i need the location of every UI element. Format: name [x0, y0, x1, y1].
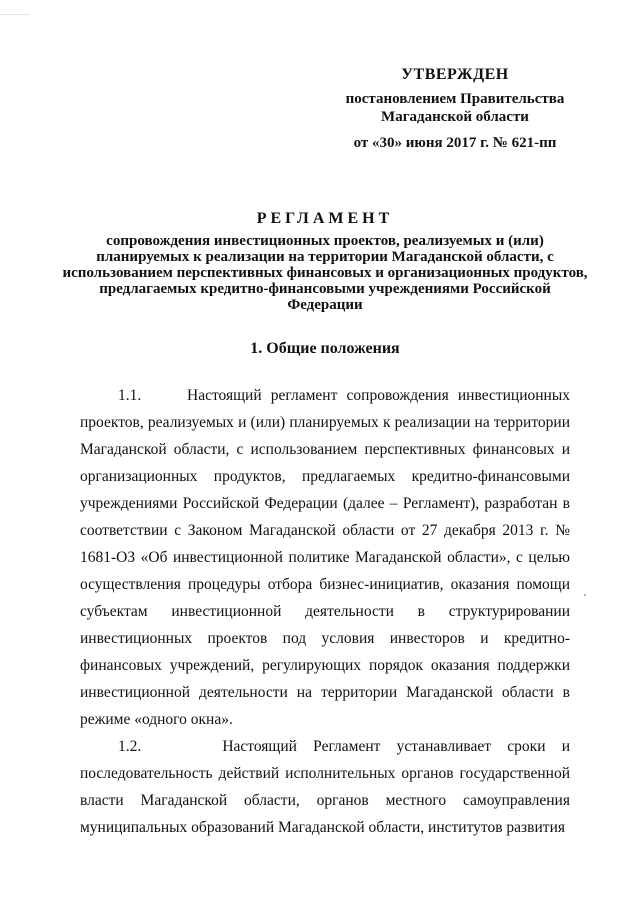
paragraph-number: 1.1.	[118, 387, 142, 404]
paragraph-1-2	[80, 733, 570, 841]
approval-stamp-block	[330, 66, 580, 152]
document-title: РЕГЛАМЕНТ	[256, 210, 394, 227]
document-subtitle: сопровождения инвестиционных проектов, реализуемых и (или) планируемых к реализации на территории Магаданской области, с использованием перспективных финансовых и организационных продуктов, предлагаемых кредитно-финансовыми учреждениями Российской Федерации	[62, 233, 588, 313]
approval-line-1: постановлением Правительства	[345, 91, 565, 107]
paragraph-text: Настоящий Регламент устанавливает сроки и последовательность действий исполнительных органов государственной власти Магаданской области, органов местного самоуправления муниципальных образований Магаданской области, институтов развития	[80, 738, 570, 836]
approval-heading: УТВЕРЖДЕН	[401, 66, 509, 83]
section-heading: 1. Общие положения	[250, 340, 400, 357]
scan-speck	[584, 594, 586, 596]
paragraph-number: 1.2.	[118, 738, 142, 755]
document-body	[80, 382, 570, 841]
document-title-block	[60, 210, 590, 313]
scan-corner-mark	[0, 0, 30, 15]
approval-line-2: Магаданской области	[381, 109, 529, 125]
approval-date-line: от «30» июня 2017 г. № 621-пп	[353, 135, 557, 151]
paragraph-1-1	[80, 382, 570, 733]
paragraph-text: Настоящий регламент сопровождения инвестиционных проектов, реализуемых и (или) планируемых к реализации на территории Магаданской области, с использованием перспективных финансовых и организационных продуктов, предлагаемых кредитно-финансовыми учреждениями Российской Федерации (далее – Регламент), разработан в соответствии с Законом Магаданской области от 27 декабря 2013 г. № 1681-ОЗ «Об инвестиционной политике Магаданской области», с целью осуществления процедуры отбора бизнес-инициатив, оказания помощи субъектам инвестиционной деятельности в структурировании инвестиционных проектов под условия инвесторов и кредитно-финансовых учреждений, регулирующих порядок оказания поддержки инвестиционной деятельности на территории Магаданской области в режиме «одного окна».	[80, 387, 570, 728]
